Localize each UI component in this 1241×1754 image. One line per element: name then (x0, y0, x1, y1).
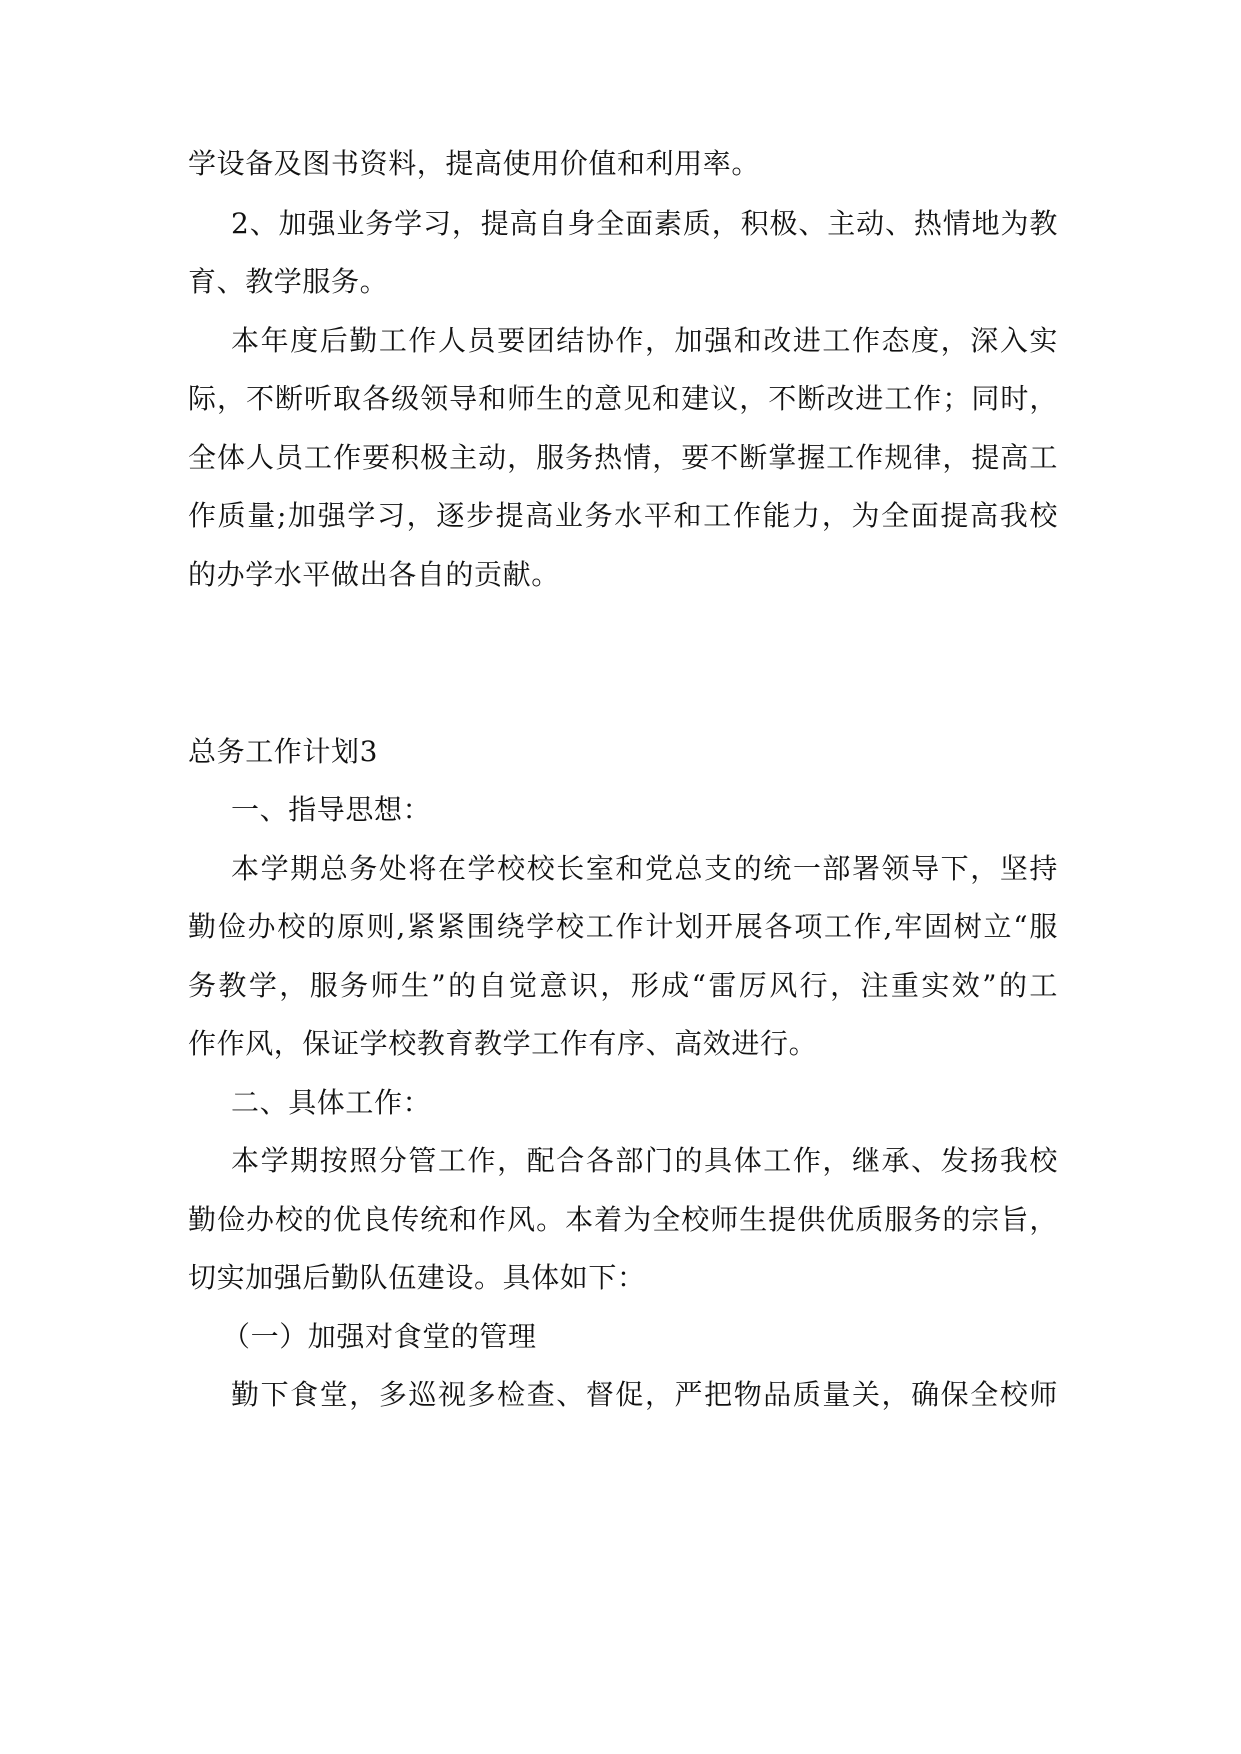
text-line-4: 本年度后勤工作人员要团结协作，加强和改进工作态度，深入实 (231, 324, 1058, 357)
heading-specific-work: 二、具体工作： (231, 1086, 432, 1119)
text-line-6: 全体人员工作要积极主动，服务热情，要不断掌握工作规律，提高工 (188, 441, 1058, 474)
text-line-14: 作作风，保证学校教育教学工作有序、高效进行。 (188, 1027, 818, 1060)
text-line-13: 务教学，服务师生”的自觉意识，形成“雷厉风行，注重实效”的工 (188, 969, 1058, 1002)
text-line-16: 本学期按照分管工作，配合各部门的具体工作，继承、发扬我校 (231, 1144, 1058, 1177)
subheading-canteen: （一）加强对食堂的管理 (222, 1320, 537, 1353)
section-title: 总务工作计划3 (188, 735, 379, 768)
text-line-2: 2、加强业务学习，提高自身全面素质，积极、主动、热情地为教 (231, 207, 1058, 240)
text-line-5: 际，不断听取各级领导和师生的意见和建议，不断改进工作；同时， (188, 382, 1058, 415)
text-line-7: 作质量;加强学习，逐步提高业务水平和工作能力，为全面提高我校 (188, 499, 1058, 532)
text-line-11: 本学期总务处将在学校校长室和党总支的统一部署领导下，坚持 (231, 852, 1058, 885)
text-line-12: 勤俭办校的原则,紧紧围绕学校工作计划开展各项工作,牢固树立“服 (188, 910, 1058, 943)
heading-guiding-thought: 一、指导思想： (231, 793, 432, 826)
text-line-8: 的办学水平做出各自的贡献。 (188, 558, 560, 591)
text-line-3: 育、教学服务。 (188, 265, 389, 298)
text-line-18: 切实加强后勤队伍建设。具体如下： (188, 1261, 646, 1294)
text-line-1: 学设备及图书资料，提高使用价值和利用率。 (188, 147, 761, 180)
text-line-17: 勤俭办校的优良传统和作风。本着为全校师生提供优质服务的宗旨， (188, 1203, 1058, 1236)
text-line-20: 勤下食堂，多巡视多检查、督促，严把物品质量关，确保全校师 (231, 1378, 1058, 1411)
